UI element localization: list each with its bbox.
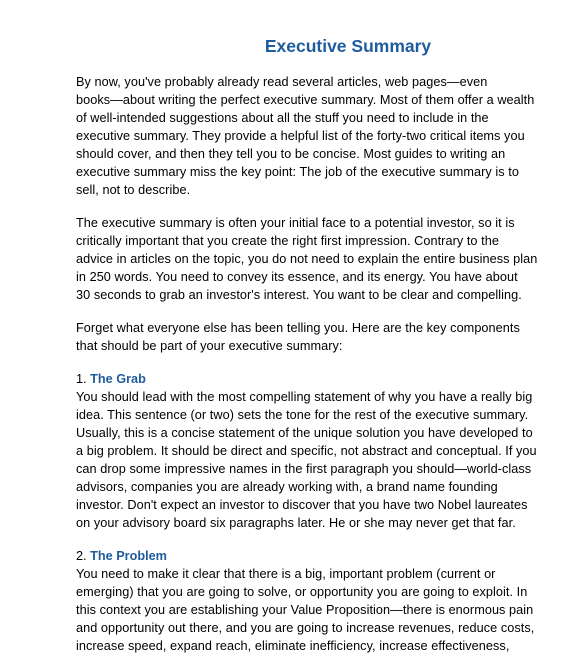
intro-paragraph-2 — [76, 214, 538, 304]
text-line: a big problem. It should be direct and specific, not abstract and conceptual. If you — [76, 444, 537, 458]
text-line: emerging) that you are going to solve, or opportunity you are going to exploit. In — [76, 585, 528, 599]
text-line: on your advisory board six paragraphs later. He or she may never get that far. — [76, 516, 516, 530]
section-number: 1. — [76, 372, 87, 386]
text-line: increase speed, expand reach, eliminate inefficiency, increase effectiveness, — [76, 639, 510, 653]
text-line: executive summary. They provide a helpful list of the forty-two critical items you — [76, 129, 525, 143]
text-line: advisors, companies you are already working with, a brand name founding — [76, 480, 498, 494]
text-line: in 250 words. You need to convey its essence, and its energy. You have about — [76, 270, 518, 284]
text-line: books—about writing the perfect executive summary. Most of them offer a wealth — [76, 93, 535, 107]
section-heading-grab — [76, 370, 516, 388]
text-line: Usually, this is a concise statement of the unique solution you have developed to — [76, 426, 533, 440]
text-line: sell, not to describe. — [76, 183, 191, 197]
text-line: this context you are establishing your Value Proposition—there is enormous pain — [76, 603, 534, 617]
text-line: advice in articles on the topic, you do not need to explain the entire business plan — [76, 252, 538, 266]
text-line: Forget what everyone else has been telling you. Here are the key components — [76, 321, 520, 335]
page-title: Executive Summary — [264, 36, 432, 56]
text-line: that should be part of your executive summary: — [76, 339, 343, 353]
section-heading-text: The Grab — [90, 372, 146, 386]
text-line: You need to make it clear that there is a big, important problem (current or — [76, 567, 496, 581]
text-line: investor. Don't expect an investor to discover that you have two Nobel laureates — [76, 498, 528, 512]
section-heading-problem — [76, 547, 516, 565]
text-line: idea. This sentence (or two) sets the tone for the rest of the executive summary. — [76, 408, 529, 422]
paragraph-gap — [76, 304, 516, 319]
text-line: critically important that you create the right first impression. Contrary to the — [76, 234, 499, 248]
intro-paragraph-1 — [76, 73, 535, 199]
text-line: should cover, and then they tell you to be concise. Most guides to writing an — [76, 147, 506, 161]
section-body-grab — [76, 388, 537, 532]
text-line: executive summary miss the key point: The job of the executive summary is to — [76, 165, 519, 179]
text-line: By now, you've probably already read several articles, web pages—even — [76, 75, 488, 89]
paragraph-gap — [76, 199, 516, 214]
text-line: and opportunity out there, and you are going to increase revenues, reduce costs, — [76, 621, 535, 635]
section-body-problem — [76, 565, 535, 655]
paragraph-gap — [76, 355, 516, 370]
text-line: You should lead with the most compelling statement of why you have a really big — [76, 390, 533, 404]
intro-paragraph-3 — [76, 319, 520, 355]
text-line: can drop some impressive names in the first paragraph you should—world-class — [76, 462, 532, 476]
section-number: 2. — [76, 549, 87, 563]
text-line: of well-intended suggestions about all the stuff you need to include in the — [76, 111, 489, 125]
section-heading-text: The Problem — [90, 549, 167, 563]
text-line: 30 seconds to grab an investor's interest. You want to be clear and compelling. — [76, 288, 522, 302]
document-body — [76, 73, 538, 655]
paragraph-gap — [76, 532, 516, 547]
text-line: The executive summary is often your initial face to a potential investor, so it is — [76, 216, 515, 230]
